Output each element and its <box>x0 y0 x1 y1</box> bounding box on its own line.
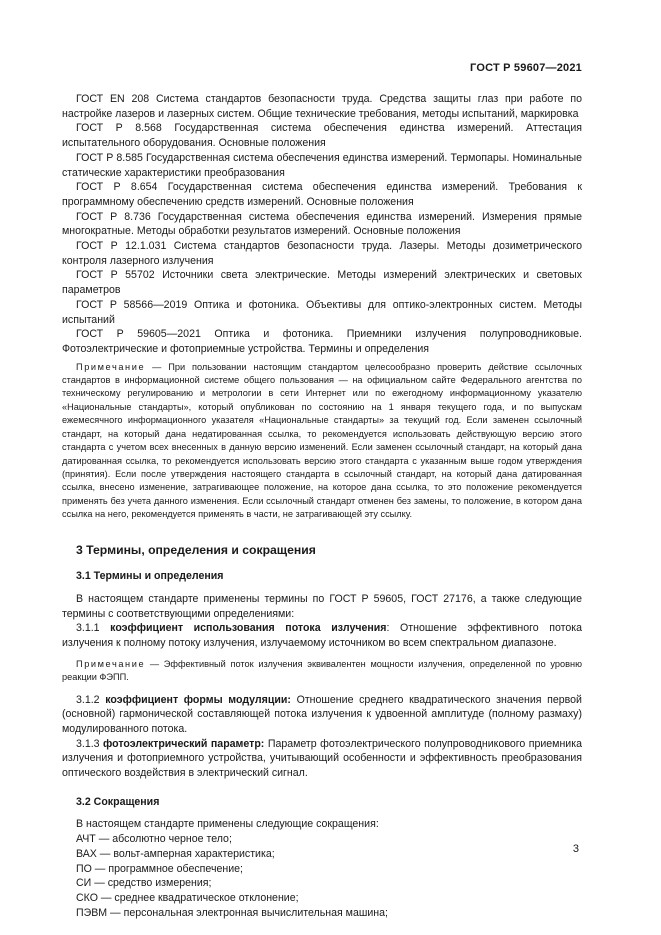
abbreviation-item: СКО — среднее квадратическое отклонение; <box>76 892 299 904</box>
references-note <box>62 361 582 522</box>
term-text: Отношение среднего квадратического значения первой (основной) гармонической составляющей потока излучения к удвоенной амплитуде (полному размаху) модулированного потока. <box>62 693 582 735</box>
abbreviations-intro: В настоящем стандарте применены следующие сокращения: <box>76 818 379 831</box>
term-text: Параметр фотоэлектрического полупроводникового приемника излучения и фотоприемного устройства, учитывающий особенности и эффективность преобразования оптического воздействия в электрический сигнал. <box>62 737 582 780</box>
term-note <box>62 658 582 685</box>
term-definition <box>62 737 582 781</box>
reference-item: ГОСТ Р 8.736 Государственная система обеспечения единства измерений. Измерения прямые многократные. Методы обработки результатов измерений. Основные положения <box>62 210 582 238</box>
reference-item: ГОСТ EN 208 Система стандартов безопасности труда. Средства защиты глаз при работе по настройке лазеров и лазерных систем. Общие технические требования, методы испытаний, маркировка <box>62 93 582 120</box>
term-text: : Отношение эффективного потока излучения к полному потоку излучения, излучаемому источником во всем спектральном диапазоне. <box>62 622 582 650</box>
note-label: Примечание <box>76 361 146 372</box>
reference-item: ГОСТ Р 12.1.031 Система стандартов безопасности труда. Лазеры. Методы дозиметрического контроля лазерного излучения <box>62 240 582 267</box>
term-number: 3.1.2 <box>76 693 106 706</box>
abbreviation-item: ПЭВМ — персональная электронная вычислительная машина; <box>76 906 388 919</box>
page-content <box>62 92 582 920</box>
term-number: 3.1.1 <box>76 622 111 635</box>
page-header-standard-code: ГОСТ Р 59607—2021 <box>470 62 582 74</box>
reference-item: ГОСТ Р 8.585 Государственная система обеспечения единства измерений. Термопары. Номинальные статические характеристики преобразования <box>62 151 582 179</box>
section-title: 3 Термины, определения и сокращения <box>76 542 316 557</box>
reference-item: ГОСТ Р 8.654 Государственная система обеспечения единства измерений. Требования к программному обеспечению средств измерений. Основные положения <box>62 181 582 208</box>
reference-item: ГОСТ Р 55702 Источники света электрические. Методы измерений электрических и световых параметров <box>62 269 582 297</box>
term-name: фотоэлектрический параметр: <box>103 737 265 750</box>
term-name: коэффициент формы модуляции: <box>105 693 291 706</box>
reference-item: ГОСТ Р 59605—2021 Оптика и фотоника. Приемники излучения полупроводниковые. Фотоэлектрические и фотоприемные устройства. Термины и определения <box>62 328 582 355</box>
reference-item: ГОСТ Р 8.568 Государственная система обеспечения единства измерений. Аттестация испытательного оборудования. Основные положения <box>62 122 582 150</box>
note-text: — При пользовании настоящим стандартом целесообразно проверить действие ссылочных стандартов в информационной системе общего пользования — на официальном сайте Федерального агентства по техническому регулированию и метрологии в сети Интернет или по ежегодному информационному указателю «Национальные стандарты», который опубликован по состоянию на 1 января текущего года, и по выпускам ежемесячного информационного указателя «Национальные стандарты» за текущий год. Если заменен ссылочный стандарт, на который дана недатированная ссылка, то рекомендуется использовать действующую версию этого стандарта с учетом всех внесенных в данную версию изменений. Если заменен ссылочный стандарт, на который дана датированная ссылка, то рекомендуется использовать версию этого стандарта с указанным выше годом утверждения (принятия). Если после утверждения настоящего стандарта в ссылочный стандарт, на который дана датированная ссылка, внесено изменение, затрагивающее положение, на которое дана ссылка, то это положение рекомендуется применять без учета данного изменения. Если ссылочный стандарт отменен без замены, то положение, в котором дана ссылка на него, рекомендуется применять в части, не затрагивающей эту ссылку. <box>62 361 582 520</box>
abbreviations-list <box>62 832 582 920</box>
note-text: — Эффективный поток излучения эквивалентен мощности излучения, определенной по уровню реакции ФЭПП. <box>62 658 582 683</box>
abbreviation-item: ВАХ — вольт-амперная характеристика; <box>76 847 275 860</box>
subsection-title-terms: 3.1 Термины и определения <box>76 570 224 583</box>
abbreviation-item: ПО — программное обеспечение; <box>76 862 243 875</box>
terms-intro: В настоящем стандарте применены термины по ГОСТ Р 59605, ГОСТ 27176, а также следующие термины с соответствующими определениями: <box>62 592 582 620</box>
abbreviation-item: СИ — средство измерения; <box>76 877 212 890</box>
page-number: 3 <box>572 843 579 855</box>
term-definition <box>62 693 582 737</box>
term-definition <box>62 621 582 650</box>
references-list <box>62 92 582 357</box>
abbreviation-item: АЧТ — абсолютно черное тело; <box>76 833 232 846</box>
subsection-title-abbreviations: 3.2 Сокращения <box>76 795 160 808</box>
term-number: 3.1.3 <box>76 737 104 750</box>
note-label: Примечание <box>76 658 146 669</box>
reference-item: ГОСТ Р 58566—2019 Оптика и фотоника. Объективы для оптико-электронных систем. Методы испытаний <box>62 298 582 326</box>
term-name: коэффициент использования потока излучения <box>110 622 387 635</box>
